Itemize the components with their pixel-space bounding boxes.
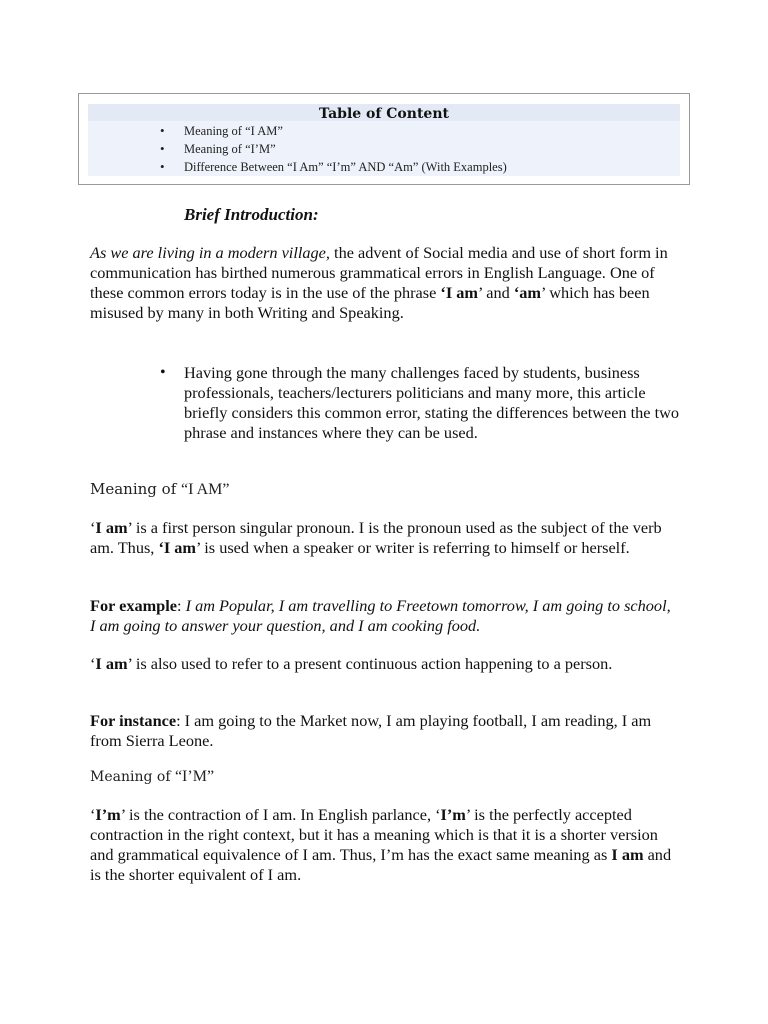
bold-im-2: I’m xyxy=(440,805,466,824)
intro-italic-phrase: As we are living in a modern village, xyxy=(90,243,330,262)
intro-text-1: the advent of Social media and use of short form in communication has birthed numerous grammatical errors in English Language. One of these common errors today is in the use of the phrase xyxy=(90,243,668,302)
intro-text-3: ’ which has been misused by many in both Writing and Speaking. xyxy=(90,283,650,322)
im-text-2: ’ is the perfectly accepted contraction in the right context, but it has a meaning which is that it is a shorter version and grammatical equivalence of I am. Thus, I’m has the exact same meaning as xyxy=(90,805,658,864)
toc-item-meaning-i-am[interactable]: • Meaning of “I AM” xyxy=(160,122,507,140)
phrase-am: ‘am xyxy=(513,283,541,302)
bold-i-am-4: I am xyxy=(611,845,644,864)
im-text-3: and is the shorter equivalent of I am. xyxy=(90,845,672,884)
toc-item-meaning-im[interactable]: • Meaning of “I’M” xyxy=(160,140,507,158)
intro-heading: Brief Introduction: xyxy=(184,205,319,224)
section-heading-quote: “I AM” xyxy=(181,481,230,498)
toc-title: Table of Content xyxy=(319,106,449,122)
intro-bullet-text: Having gone through the many challenges faced by students, business professionals, teachers/lecturers politicians and many more, this article briefly considers this common error, stating the differences between the two phrase and instances where they can be used. xyxy=(184,363,680,442)
toc-panel xyxy=(88,104,680,176)
bold-i-am: I am xyxy=(95,518,128,537)
section-heading-i-am xyxy=(90,480,229,499)
im-paragraph xyxy=(90,805,680,885)
i-am-paragraph-2 xyxy=(90,654,680,674)
quote-open-2: ‘ xyxy=(90,654,96,673)
i-am-instance xyxy=(90,711,680,751)
toc-list xyxy=(160,122,507,176)
quote-open-im: ‘ xyxy=(90,805,96,824)
instance-text: : I am going to the Market now, I am playing football, I am reading, I am from Sierra Leone. xyxy=(90,711,652,750)
i-am-text-3: ’ is also used to refer to a present continuous action happening to a person. xyxy=(127,654,613,673)
intro-bullet xyxy=(160,363,680,443)
intro-paragraph xyxy=(90,243,680,323)
quote-open: ‘ xyxy=(90,518,96,537)
i-am-example xyxy=(90,596,680,636)
i-am-text-2: ’ is used when a speaker or writer is referring to himself or herself. xyxy=(195,538,630,557)
i-am-text-1: ’ is a first person singular pronoun. I is the pronoun used as the subject of the verb am. Thus, xyxy=(90,518,662,557)
bold-i-am-3: I am xyxy=(95,654,128,673)
bold-im: I’m xyxy=(95,805,121,824)
section-heading-label: Meaning of xyxy=(90,480,182,498)
intro-text-2: ’ and xyxy=(477,283,514,302)
bold-i-am-2: ‘I am xyxy=(158,538,196,557)
toc-item-difference[interactable]: • Difference Between “I Am” “I’m” AND “Am” (With Examples) xyxy=(160,158,507,176)
bullet-icon: • xyxy=(160,364,166,381)
table-of-content xyxy=(78,93,690,185)
example-text: I am Popular, I am travelling to Freetown tomorrow, I am going to school, I am going to answer your question, and I am cooking food. xyxy=(90,596,671,635)
example-colon: : xyxy=(176,596,186,615)
phrase-i-am: ‘I am xyxy=(440,283,478,302)
i-am-paragraph-1 xyxy=(90,518,680,558)
section-heading-im xyxy=(90,768,214,786)
section-heading-label-im: Meaning of xyxy=(90,769,175,785)
section-heading-quote-im: “I’M” xyxy=(174,768,215,785)
instance-label: For instance xyxy=(90,711,177,730)
im-text-1: ’ is the contraction of I am. In English parlance, ‘ xyxy=(120,805,441,824)
example-label: For example xyxy=(90,596,177,615)
